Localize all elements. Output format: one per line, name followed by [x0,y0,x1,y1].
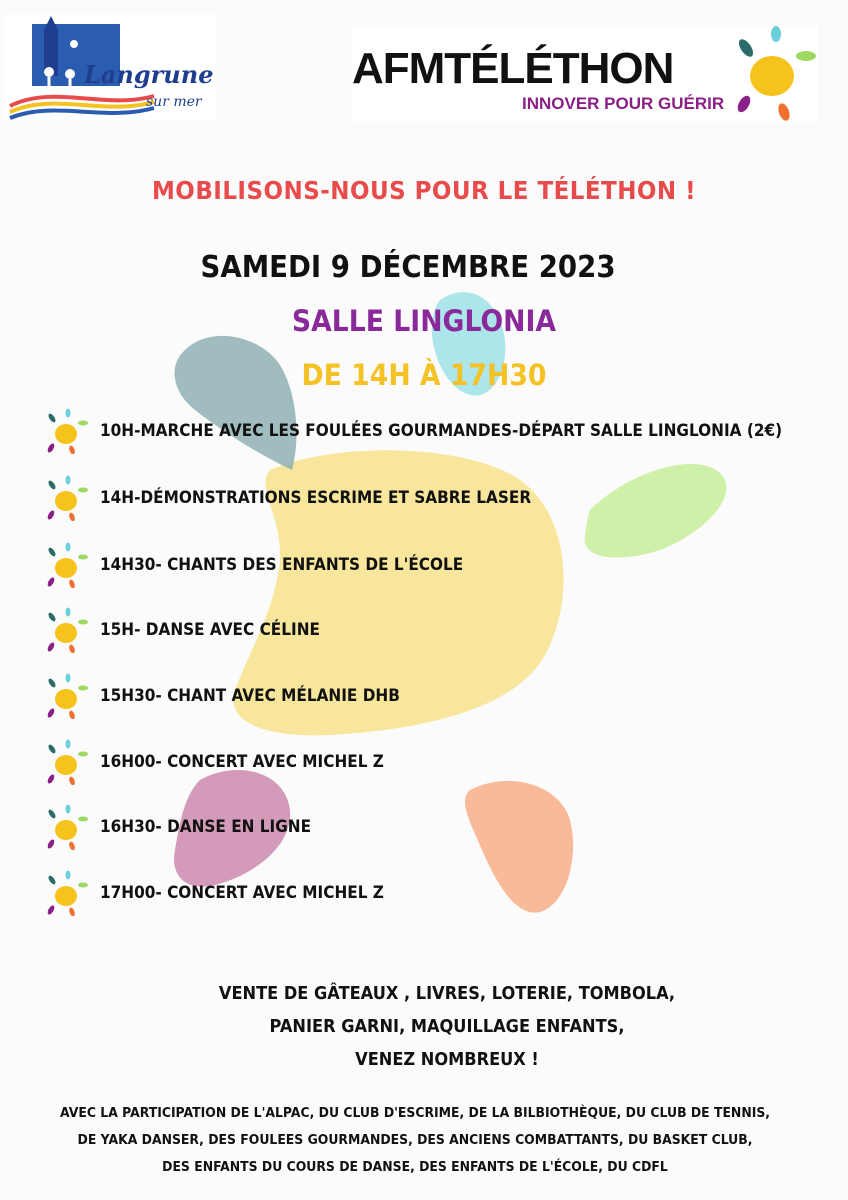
sales-line: PANIER GARNI, MAQUILLAGE ENFANTS, [269,1016,625,1037]
program-item [44,673,834,717]
event-date: SAMEDI 9 DÉCEMBRE 2023 [200,250,616,285]
headline: MOBILISONS-NOUS POUR LE TÉLÉTHON ! [151,176,697,205]
telethon-sun-icon [44,607,90,653]
partners-line: AVEC LA PARTICIPATION DE L'ALPAC, DU CLUB D'ESCRIME, DE LA BILBIOTHÈQUE, DU CLUB DE TENNIS, [59,1105,771,1121]
program-item-text: 15H- DANSE AVEC CÉLINE [100,620,320,640]
sales-line: VENEZ NOMBREUX ! [355,1049,539,1070]
telethon-sun-icon [44,542,90,588]
telethon-sun-icon [44,870,90,916]
program-item-text: 16H30- DANSE EN LIGNE [100,817,312,837]
telethon-sun-icon [44,673,90,719]
event-venue: SALLE LINGLONIA [291,304,557,338]
telethon-sun-icon [44,739,90,785]
program-item-text: 14H-DÉMONSTRATIONS ESCRIME ET SABRE LASER [100,488,532,508]
langrune-logo [4,14,216,120]
afm-telethon-name: AFMTÉLÉTHON [352,44,674,93]
afm-telethon-logo [352,26,818,122]
telethon-sun-icon [44,804,90,850]
program-item [44,804,834,848]
partners-line: DES ENFANTS DU COURS DE DANSE, DES ENFANTS DE L'ÉCOLE, DU CDFL [162,1159,668,1175]
program-item [44,739,834,783]
telethon-sun-icon [44,475,90,521]
program-item-text: 14H30- CHANTS DES ENFANTS DE L'ÉCOLE [100,555,464,575]
event-hours: DE 14H À 17H30 [301,358,547,392]
program-item-text: 10H-MARCHE AVEC LES FOULÉES GOURMANDES-DÉPART SALLE LINGLONIA (2€) [100,421,783,441]
partners-line: DE YAKA DANSER, DES FOULEES GOURMANDES, DES ANCIENS COMBATTANTS, DU BASKET CLUB, [77,1132,753,1148]
sales-line: VENTE DE GÂTEAUX , LIVRES, LOTERIE, TOMBOLA, [218,983,676,1004]
langrune-subtitle: sur mer [146,94,202,110]
afm-telethon-tagline: INNOVER POUR GUÉRIR [522,94,725,113]
program-item-text: 17H00- CONCERT AVEC MICHEL Z [100,883,384,903]
langrune-name: Langrune [84,60,214,89]
program-item [44,542,834,586]
program-item [44,870,834,914]
program-item [44,408,834,452]
telethon-sun-icon [44,408,90,454]
program-item-text: 15H30- CHANT AVEC MÉLANIE DHB [100,686,400,706]
telethon-sun-logo-icon [732,26,818,122]
program-item [44,475,834,519]
program-item-text: 16H00- CONCERT AVEC MICHEL Z [100,752,384,772]
program-item [44,607,834,651]
